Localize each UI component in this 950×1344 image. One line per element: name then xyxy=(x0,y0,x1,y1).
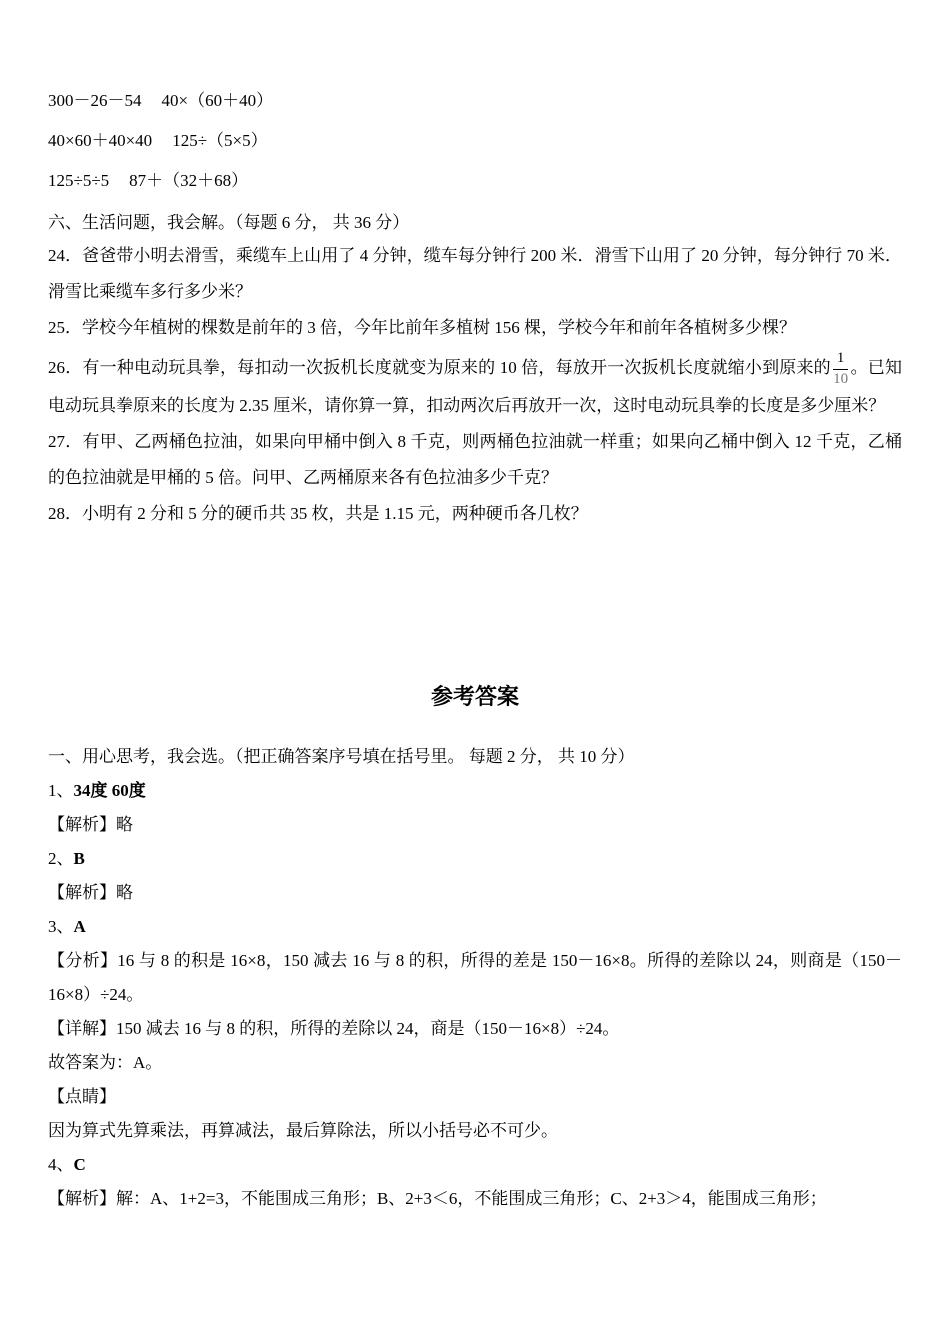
problem-24: 24．爸爸带小明去滑雪，乘缆车上山用了 4 分钟，缆车每分钟行 200 米．滑雪下山用了 20 分钟，每分钟行 70 米．滑雪比乘缆车多行多少米？ xyxy=(48,246,902,301)
answer-3-xiangjie: 【详解】150 减去 16 与 8 的积，所得的差除以 24，商是（150－16×8）÷24。 xyxy=(48,1018,620,1038)
answer-3-dianjing-label: 【点睛】 xyxy=(48,1086,116,1106)
answer-1-number: 1、 xyxy=(48,780,74,800)
problem-25: 25．学校今年植树的棵数是前年的 3 倍，今年比前年多植树 156 棵，学校今年和前年各植树多少棵？ xyxy=(48,318,796,337)
answer-2-number: 2、 xyxy=(48,848,74,868)
answer-4-analysis: 【解析】解：A、1+2=3，不能围成三角形；B、2+3＜6，不能围成三角形；C、2+3＞4，能围成三角形； xyxy=(48,1188,827,1208)
calc-expression: 40×60＋40×40 xyxy=(48,131,153,150)
answer-3-note: 因为算式先算乘法，再算减法，最后算除法，所以小括号必不可少。 xyxy=(48,1120,558,1140)
problem-26-text-before: 26．有一种电动玩具拳，每扣动一次扳机长度就变为原来的 10 倍，每放开一次扳机长度就缩小到原来的 xyxy=(48,358,831,377)
problem-27: 27．有甲、乙两桶色拉油，如果向甲桶中倒入 8 千克，则两桶色拉油就一样重；如果向乙桶中倒入 12 千克，乙桶的色拉油就是甲桶的 5 倍。问甲、乙两桶原来各有色拉油多少千克？ xyxy=(48,431,902,487)
answer-3-conclusion: 故答案为：A。 xyxy=(48,1052,163,1072)
answer-3 xyxy=(48,910,902,944)
answer-1-value: 34度 60度 xyxy=(73,780,146,800)
answer-4-number: 4、 xyxy=(48,1154,74,1174)
problem-26-text-after: 。已知电动玩具拳原来的长度为 2.35 厘米，请你算一算，扣动两次后再放开一次，这时电动玩具拳的长度是多少厘米？ xyxy=(48,358,903,415)
answer-3-number: 3、 xyxy=(48,916,74,936)
answer-4 xyxy=(48,1148,902,1182)
answer-3-fenxi: 【分析】16 与 8 的积是 16×8，150 减去 16 与 8 的积，所得的差是 150－16×8。所得的差除以 24，则商是（150－16×8）÷24。 xyxy=(48,950,902,1004)
answer-1-analysis: 【解析】略 xyxy=(48,814,133,834)
problem-26 xyxy=(48,350,902,424)
calc-expression: 40×（60＋40） xyxy=(161,91,274,110)
fraction-numerator: 1 xyxy=(833,350,849,369)
answer-2 xyxy=(48,842,902,876)
calc-expression: 87＋（32＋68） xyxy=(129,171,249,190)
calc-row-3 xyxy=(48,168,902,194)
calc-expression: 125÷5÷5 xyxy=(48,171,110,190)
answer-2-value: B xyxy=(73,848,85,868)
calc-expression: 125÷（5×5） xyxy=(172,131,268,150)
calc-row-1 xyxy=(48,88,902,114)
problem-28: 28．小明有 2 分和 5 分的硬币共 35 枚，共是 1.15 元，两种硬币各几枚？ xyxy=(48,503,588,523)
answer-section-one-header: 一、用心思考，我会选。（把正确答案序号填在括号里。 每题 2 分， 共 10 分） xyxy=(48,746,635,766)
answer-1 xyxy=(48,774,902,808)
answer-2-analysis: 【解析】略 xyxy=(48,882,133,902)
calc-row-2 xyxy=(48,128,902,154)
section-six-header: 六、生活问题，我会解。（每题 6 分， 共 36 分） xyxy=(48,213,410,232)
answer-3-value: A xyxy=(73,916,86,936)
answers-title: 参考答案 xyxy=(430,683,519,709)
fraction-denominator: 10 xyxy=(833,370,849,387)
calc-expression: 300－26－54 xyxy=(48,91,142,110)
fraction-one-tenth xyxy=(833,350,849,388)
answer-4-value: C xyxy=(73,1154,86,1174)
